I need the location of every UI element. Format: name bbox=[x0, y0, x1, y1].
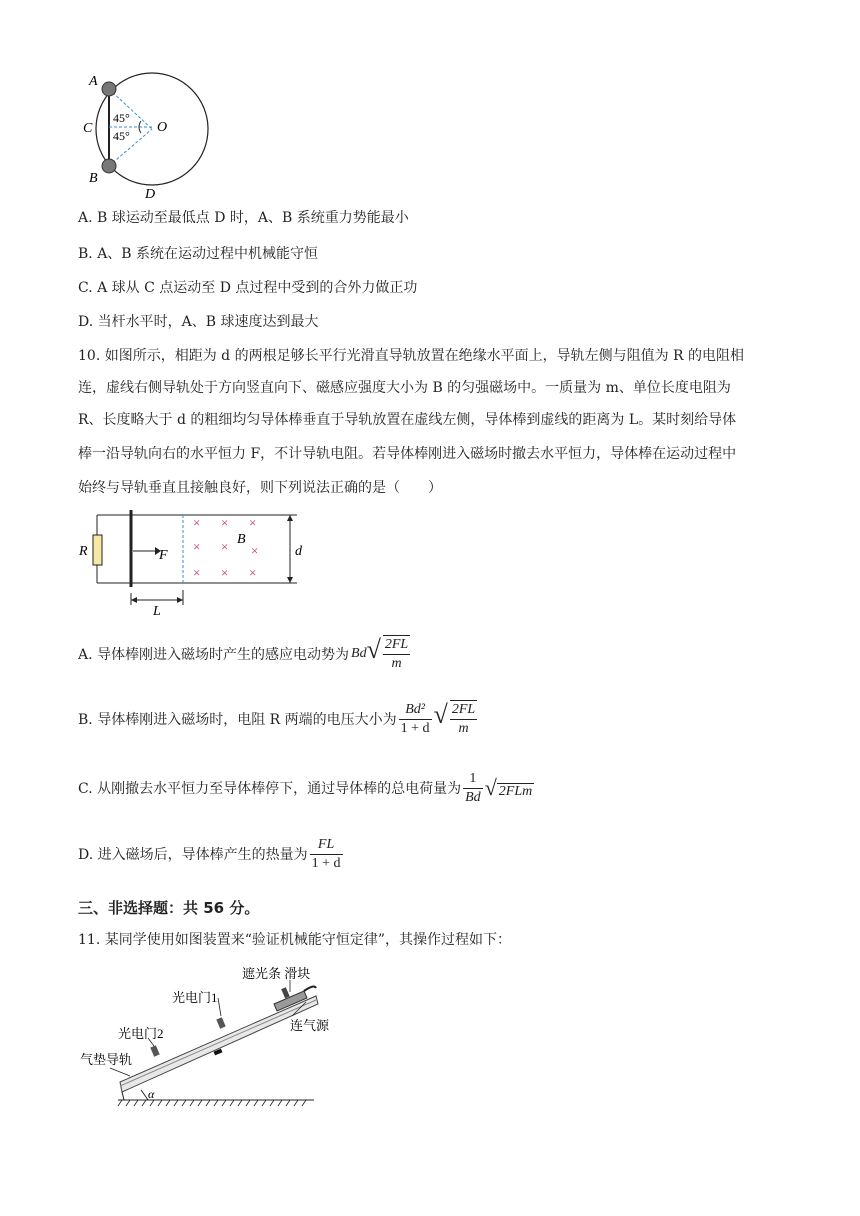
label-gate-2: 光电门2 bbox=[118, 1026, 164, 1041]
svg-text:×: × bbox=[193, 515, 201, 530]
q10-line-4: 棒一沿导轨向右的水平恒力 F，不计导轨电阻。若导体棒刚进入磁场时撤去水平恒力，导体棒在运动过程中 bbox=[78, 446, 737, 462]
label-F: F bbox=[159, 548, 168, 563]
svg-text:×: × bbox=[249, 515, 257, 530]
svg-text:×: × bbox=[193, 539, 201, 554]
q10-option-c: C. 从刚撤去水平恒力至导体棒停下，通过导体棒的总电荷量为 $\frac{1}{Bd}$ √ 2FLm bbox=[78, 770, 533, 805]
label-A: A bbox=[89, 74, 98, 89]
svg-text:×: × bbox=[221, 515, 229, 530]
q9-option-b: B. A、B 系统在运动过程中机械能守恒 bbox=[78, 246, 319, 262]
svg-text:×: × bbox=[221, 565, 229, 580]
circle-rod-figure bbox=[75, 70, 220, 205]
air-track-figure bbox=[78, 958, 368, 1108]
label-L: L bbox=[153, 604, 161, 619]
angle-label-1: 45° bbox=[113, 111, 130, 125]
angle-label-2: 45° bbox=[113, 129, 130, 143]
q10-line-1: 10. 如图所示，相距为 d 的两根足够长平行光滑直导轨放置在绝缘水平面上，导轨左侧与阻值为 R 的电阻相 bbox=[78, 348, 745, 364]
label-O: O bbox=[157, 120, 168, 135]
label-C: C bbox=[83, 121, 93, 136]
q9-option-c: C. A 球从 C 点运动至 D 点过程中受到的合外力做正功 bbox=[78, 280, 418, 296]
label-d: d bbox=[295, 544, 302, 559]
q10-line-5: 始终与导轨垂直且接触良好，则下列说法正确的是（ ） bbox=[78, 480, 442, 496]
svg-text:×: × bbox=[249, 565, 257, 580]
svg-text:×: × bbox=[221, 539, 229, 554]
sqrt-expression: √ $\frac{2FL}{m}$ bbox=[366, 634, 409, 672]
label-B-field: B bbox=[237, 532, 246, 547]
label-B: B bbox=[89, 171, 98, 186]
q10-option-b: B. 导体棒刚进入磁场时，电阻 R 两端的电压大小为 $\frac{\text{Bd²}}{1 + d}$ √ $\frac{2FL}{m}$ bbox=[78, 699, 476, 737]
label-shade-slider: 遮光条 滑块 bbox=[242, 966, 311, 981]
q10-line-2: 连，虚线右侧导轨处于方向竖直向下、磁感应强度大小为 B 的匀强磁场中。一质量为 m、单位长度电阻为 bbox=[78, 380, 731, 396]
label-D: D bbox=[145, 187, 156, 202]
label-gate-1: 光电门1 bbox=[172, 990, 218, 1005]
label-air-rail: 气垫导轨 bbox=[80, 1052, 133, 1067]
q10-option-d: D. 进入磁场后，导体棒产生的热量为 $\frac{FL}{1 + d}$ bbox=[78, 836, 341, 871]
svg-text:×: × bbox=[193, 565, 201, 580]
section-heading: 三、非选择题：共 56 分。 bbox=[78, 899, 260, 917]
q10-line-3: R、长度略大于 d 的粗细均匀导体棒垂直于导轨放置在虚线左侧，导体棒到虚线的距离为 L。某时刻给导体 bbox=[78, 412, 737, 428]
rail-magnetic-figure bbox=[75, 505, 315, 620]
q9-option-d: D. 当杆水平时，A、B 球速度达到最大 bbox=[78, 314, 319, 330]
q9-option-a: A. B 球运动至最低点 D 时，A、B 系统重力势能最小 bbox=[78, 210, 409, 226]
label-air-source: 连气源 bbox=[290, 1018, 330, 1033]
label-R: R bbox=[79, 544, 88, 559]
svg-text:×: × bbox=[251, 543, 259, 558]
q11-line-1: 11. 某同学使用如图装置来“验证机械能守恒定律”，其操作过程如下： bbox=[78, 932, 512, 948]
label-alpha: α bbox=[148, 1087, 155, 1101]
q10-option-a: A. 导体棒刚进入磁场时产生的感应电动势为 Bd √ $\frac{2FL}{m}$ bbox=[78, 632, 412, 676]
